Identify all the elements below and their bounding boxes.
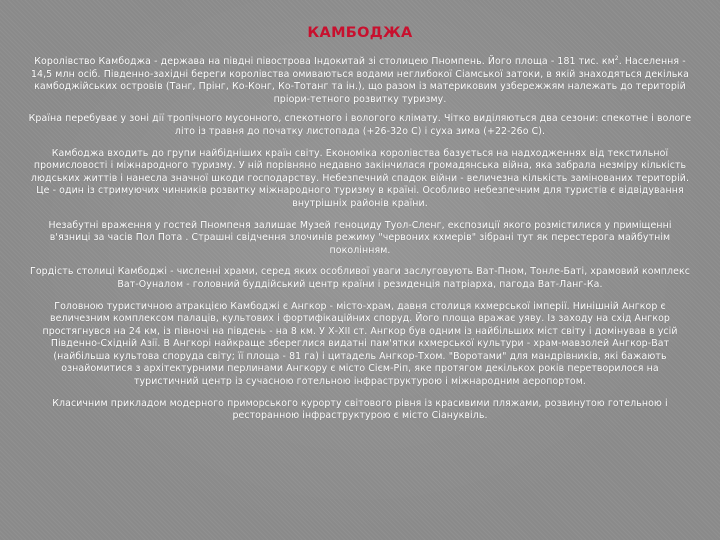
paragraph-economy: Камбоджа входить до групи найбідніших країн світу. Економіка королівства базується на надходженнях від текстильної промисловості і міжнародного туризму. У ній порівняно недавно закінчилася громадянська війна, яка забрала незміру кількість людських життів і нанесла значної шкоди господарству. Небезпечний спадок війни - величезна кількість замінованих територій. Це - один із стримуючих чинників розвитку міжнародного туризму в країні. Особливо небезпечним для туристів є відвідування внутрішніх районів країни. [30,147,690,209]
paragraph-climate: Країна перебуває у зоні дії тропічного мусонного, спекотного і вологого клімату. Чітко виділяються два сезони: спекотне і вологе літо із травня до початку листопада (+26-32о С) і суха зима (+22-26о С). [28,113,692,137]
paragraph-intro-part1: Королівство Камбоджа - держава на півдні півострова Індокитай зі столицею Пномпень. Його площа - 181 тис. км [34,56,615,67]
slide [28,14,692,526]
paragraph-genocide-museum: Незабутні враження у гостей Пномпеня залишає Музей геноциду Туол-Сленг, експозиції якого розмістилися у приміщенні в'язниці за часів Пол Пота . Страшні свідчення злочинів режиму "червоних кхмерів" зібрані тут як перестерога майбутнім поколінням. [48,219,672,256]
paragraph-intro-part2: . Населення - 14,5 млн осіб. Південно-західні береги королівства омиваються водами неглибокої Сіамської затоки, в якій знаходяться декілька камбоджійських островів (Танг, Прінг, Ко-Конг, Ко-Тотанг та ін.), що разом із материковим узбережжям належать до територій пріори-тетного розвитку туризму. [30,56,690,105]
paragraph-intro [28,56,692,106]
page-title: КАМБОДЖА [307,25,413,41]
text-body [28,56,692,423]
paragraph-angkor: Головною туристичною атракцією Камбоджі є Ангкор - місто-храм, давня столиця кхмерської імперії. Нинішній Ангкор є величезним комплексом палаців, культових і фортифікаційних споруд. Його площа вражає уяву. Із заходу на схід Ангкор простягнувся на 24 км, із півночі на південь - на 8 км. У Х-ХІІ ст. Ангкор був одним із найбільших міст світу і домінував в усій Південно-Східній Азії. В Ангкорі найкраще збереглися видатні пам'ятки кхмерської культури - храм-мавзолей Ангкор-Ват (найбільша культова споруда світу; її площа - 81 га) і цитадель Ангкор-Тхом. "Воротами" для мандрівників, які бажають ознайомитися з архітектурними перлинами Ангкору є місто Сієм-Ріп, яке протягом декількох років перетворилося на туристичний центр із сучасною готельною інфраструктурою і міжнародним аеропортом. [42,300,678,388]
paragraph-temples: Гордість столиці Камбоджі - численні храми, серед яких особливої уваги заслуговують Ват-Пном, Тонле-Баті, храмовий комплекс Ват-Оуналом - головний буддійський центр країни і резиденція патріарха, пагода Ват-Ланг-Ка. [30,266,690,290]
area-unit-superscript: 2 [614,54,619,62]
paragraph-sihanoukville: Класичним прикладом модерного приморського курорту світового рівня із красивими пляжами, розвинутою готельною і ресторанною інфраструктурою є місто Сіануквіль. [52,397,668,422]
